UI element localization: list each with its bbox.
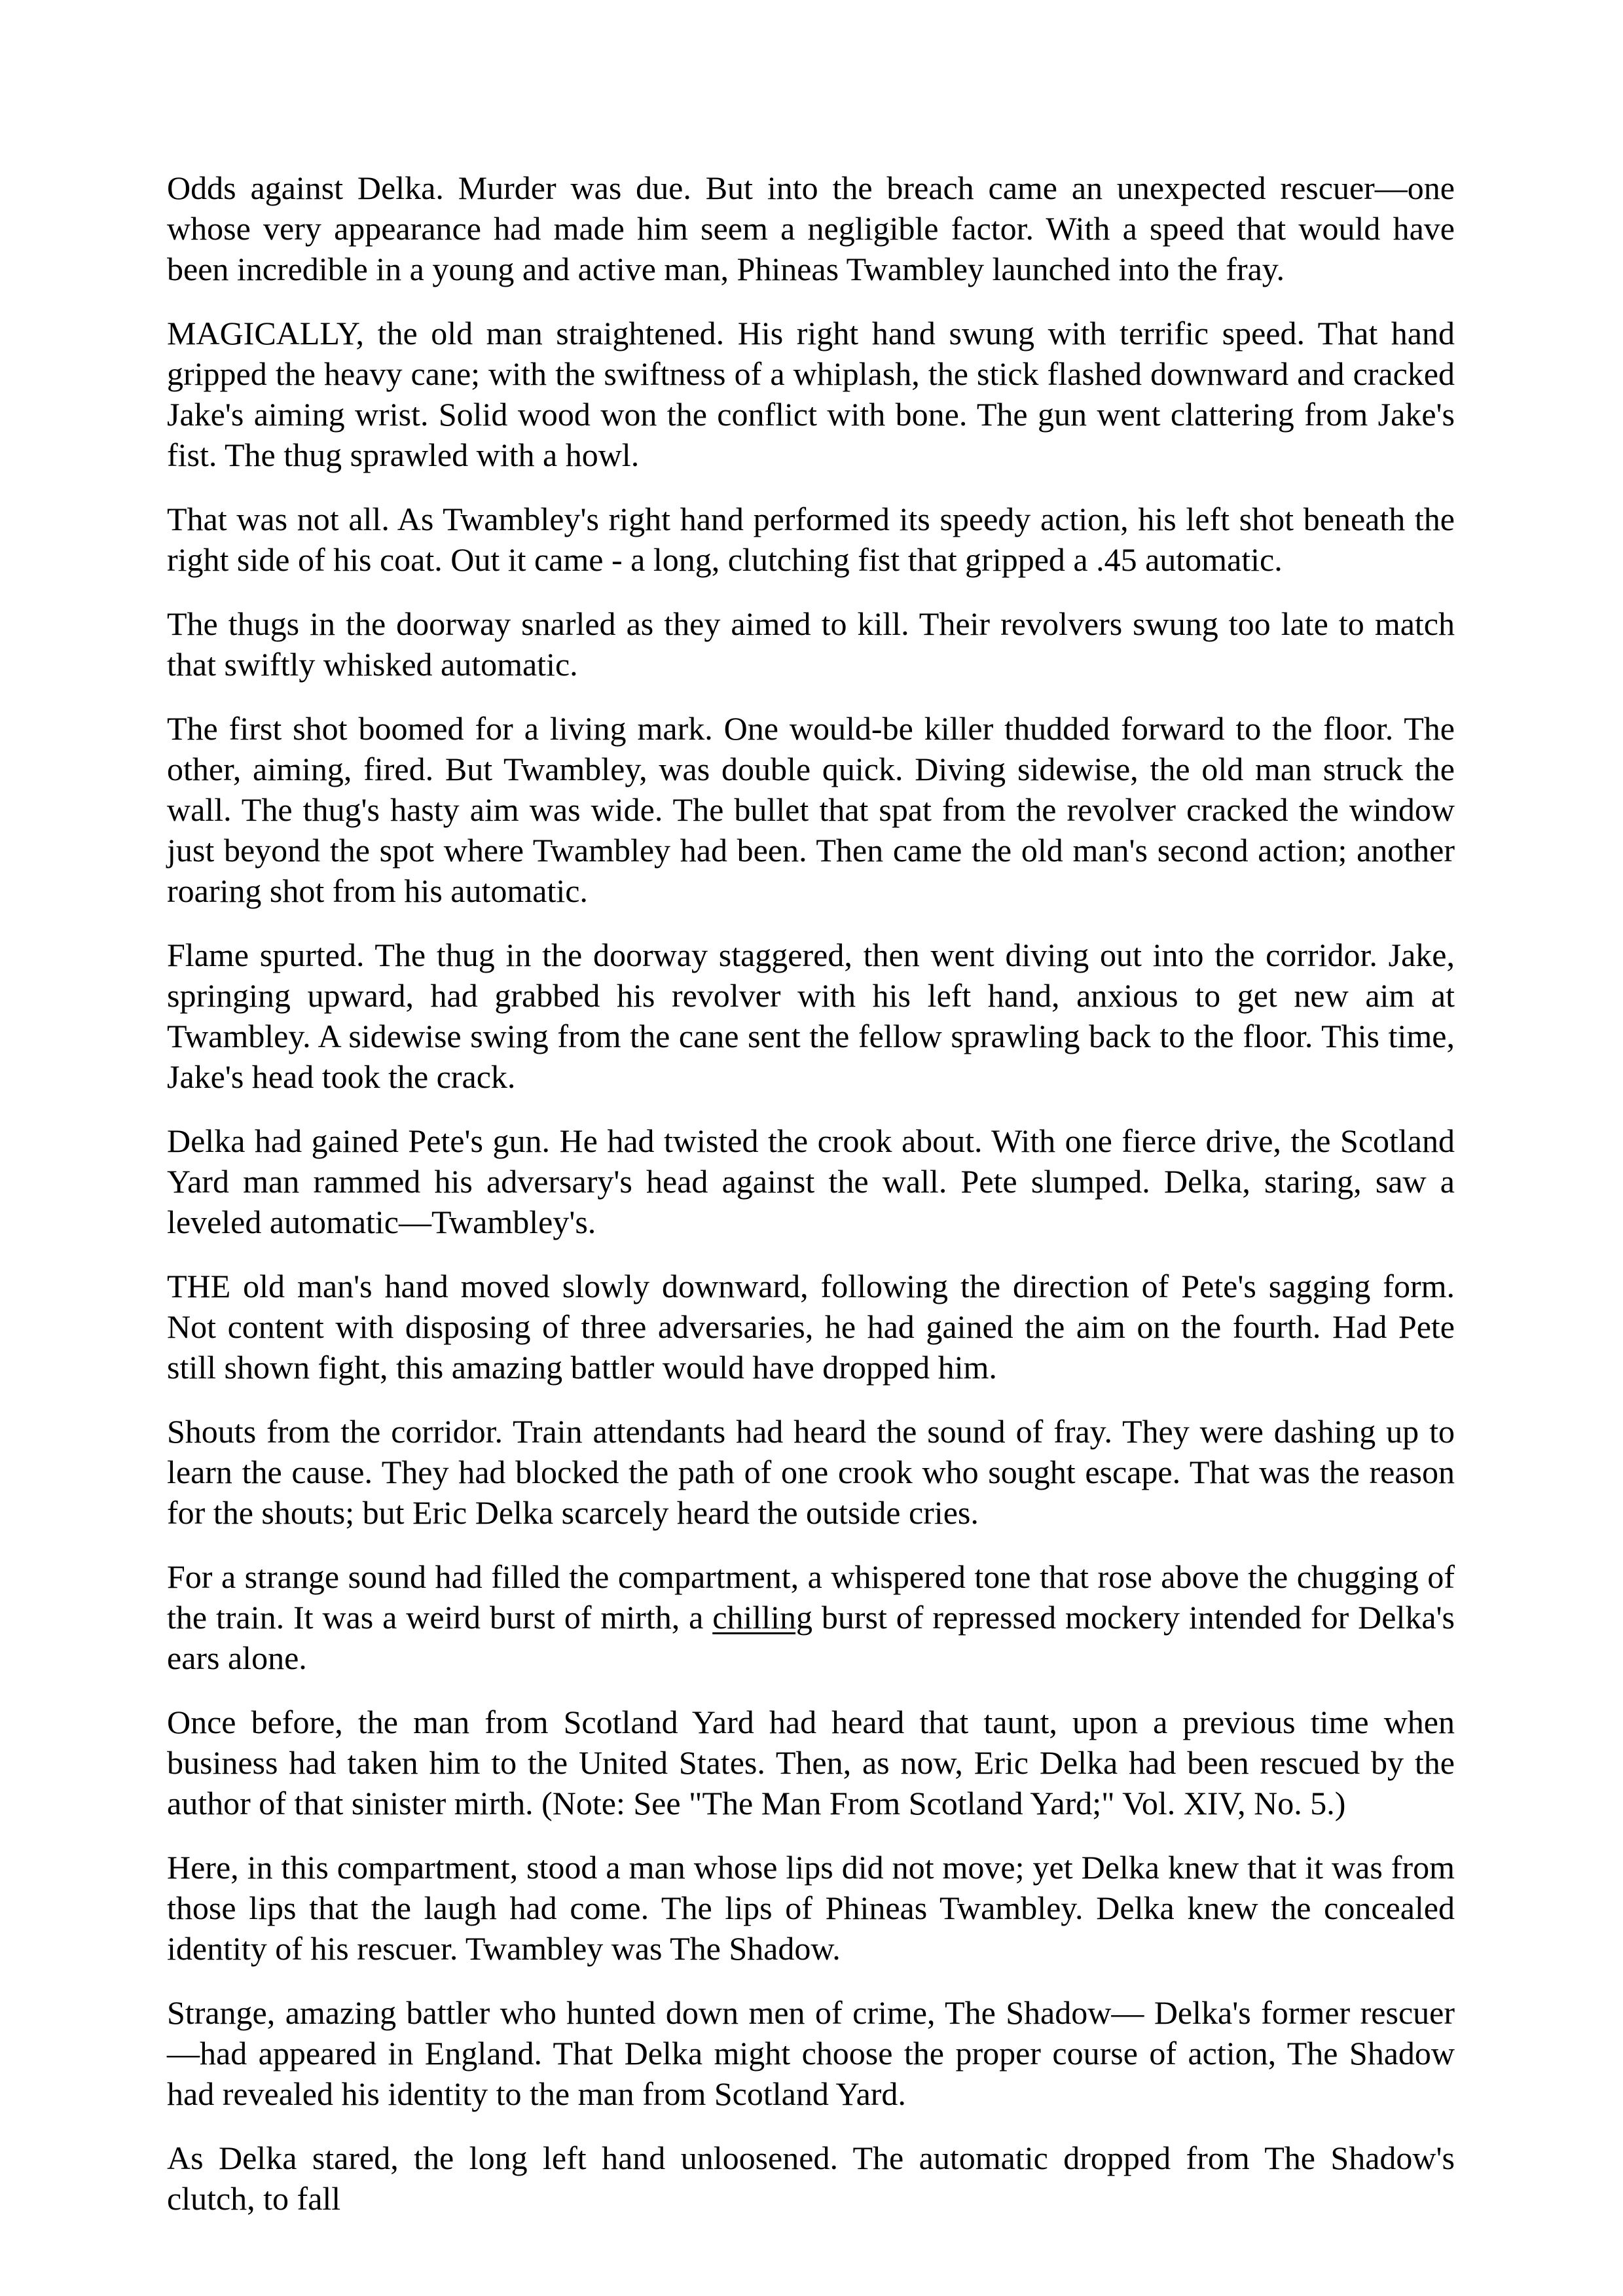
paragraph-3: That was not all. As Twambley's right hand performed its speedy action, his left shot beneath the right side of his coat. Out it came - a long, clutching fist that gripped a .45 automatic. — [167, 501, 1455, 578]
paragraph-9: Shouts from the corridor. Train attendants had heard the sound of fray. They were dashing up to learn the cause. They had blocked the path of one crook who sought escape. That was the reason for the shouts; but Eric Delka scarcely heard the outside cries. — [167, 1413, 1455, 1531]
paragraph-12: Here, in this compartment, stood a man whose lips did not move; yet Delka knew that it was from those lips that the laugh had come. The lips of Phineas Twambley. Delka knew the concealed identity of his rescuer. Twambley was The Shadow. — [167, 1849, 1455, 1967]
paragraph-2: MAGICALLY, the old man straightened. His right hand swung with terrific speed. That hand gripped the heavy cane; with the swiftness of a whiplash, the stick flashed downward and cracked Jake's aiming wrist. Solid wood won the conflict with bone. The gun went clattering from Jake's fist. The thug sprawled with a howl. — [167, 315, 1455, 473]
paragraph-1: Odds against Delka. Murder was due. But into the breach came an unexpected rescuer—one whose very appearance had made him seem a negligible factor. With a speed that would have been incredible in a young and active man, Phineas Twambley launched into the fray. — [167, 170, 1455, 287]
paragraph-5: The first shot boomed for a living mark. One would-be killer thudded forward to the floor. The other, aiming, fired. But Twambley, was double quick. Diving sidewise, the old man struck the wall. The thug's hasty aim was wide. The bullet that spat from the revolver cracked the window just beyond the spot where Twambley had been. Then came the old man's second action; another roaring shot from his automatic. — [167, 710, 1455, 909]
paragraph-7: Delka had gained Pete's gun. He had twisted the crook about. With one fierce drive, the Scotland Yard man rammed his adversary's head against the wall. Pete slumped. Delka, staring, saw a leveled automatic—Twambley's. — [167, 1122, 1455, 1240]
paragraph-8: THE old man's hand moved slowly downward, following the direction of Pete's sagging form. Not content with disposing of three adversaries, he had gained the aim on the fourth. Had Pete still shown fight, this amazing battler would have dropped him. — [167, 1268, 1455, 1386]
paragraph-4: The thugs in the doorway snarled as they aimed to kill. Their revolvers swung too late to match that swiftly whisked automatic. — [167, 605, 1455, 683]
underlined-word: chilling — [712, 1599, 812, 1636]
paragraph-10-text-before: For a strange sound had filled the compartment, a whispered tone that rose above the chugging of the train. It was a weird burst of mirth, a — [167, 1558, 1455, 1636]
paragraph-11: Once before, the man from Scotland Yard had heard that taunt, upon a previous time when business had taken him to the United States. Then, as now, Eric Delka had been rescued by the author of that sinister mirth. (Note: See "The Man From Scotland Yard;" Vol. XIV, No. 5.) — [167, 1704, 1455, 1821]
paragraph-14: As Delka stared, the long left hand unloosened. The automatic dropped from The Shadow's clutch, to fall — [167, 2140, 1455, 2217]
paragraph-13: Strange, amazing battler who hunted down men of crime, The Shadow— Delka's former rescuer—had appeared in England. That Delka might choose the proper course of action, The Shadow had revealed his identity to the man from Scotland Yard. — [167, 1994, 1455, 2112]
paragraph-6: Flame spurted. The thug in the doorway staggered, then went diving out into the corridor. Jake, springing upward, had grabbed his revolver with his left hand, anxious to get new aim at Twambley. A sidewise swing from the cane sent the fellow sprawling back to the floor. This time, Jake's head took the crack. — [167, 937, 1455, 1095]
paragraph-10-text-after: burst of repressed mockery intended for Delka's ears alone. — [167, 1599, 1455, 1676]
paragraph-10 — [167, 1556, 1455, 1678]
